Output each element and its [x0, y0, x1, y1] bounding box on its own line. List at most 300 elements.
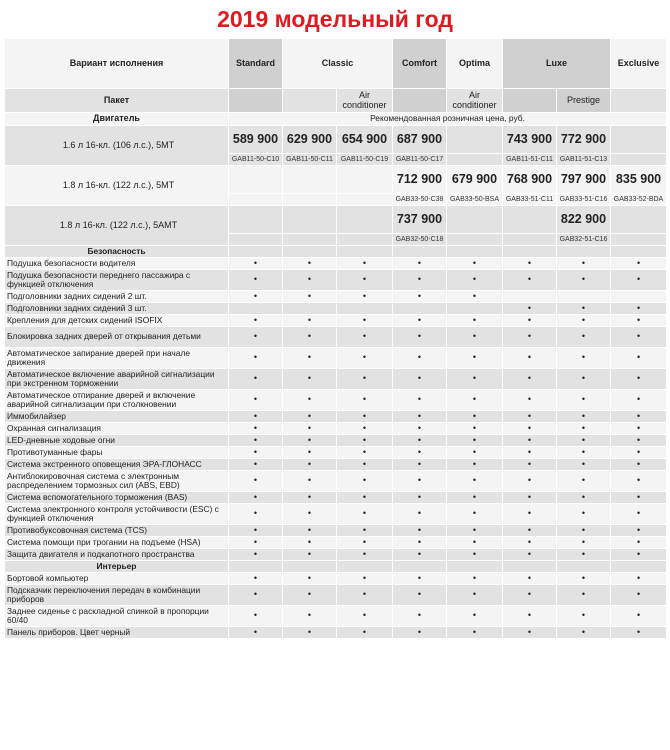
feature-mark: • — [557, 270, 611, 291]
table-row — [5, 435, 667, 447]
package-cell: Air conditioner — [337, 89, 393, 113]
section-spacer — [229, 246, 283, 258]
feature-mark: • — [611, 471, 667, 492]
feature-mark: • — [283, 369, 337, 390]
feature-mark — [611, 291, 667, 303]
feature-mark: • — [503, 525, 557, 537]
feature-mark: • — [229, 573, 283, 585]
feature-mark: • — [393, 549, 447, 561]
table-row — [5, 390, 667, 411]
feature-mark: • — [229, 348, 283, 369]
feature-mark: • — [503, 411, 557, 423]
table-row — [5, 537, 667, 549]
feature-mark: • — [229, 627, 283, 639]
recommended-price-label: Рекомендованная розничная цена, руб. — [229, 113, 667, 126]
model-code-cell: GAB33-52-BDA — [611, 194, 667, 206]
feature-mark: • — [229, 423, 283, 435]
feature-mark: • — [393, 504, 447, 525]
model-code-cell — [337, 234, 393, 246]
feature-mark: • — [611, 390, 667, 411]
feature-mark: • — [503, 258, 557, 270]
feature-mark: • — [337, 585, 393, 606]
feature-mark: • — [337, 606, 393, 627]
table-row — [5, 126, 667, 154]
feature-mark: • — [283, 585, 337, 606]
feature-mark: • — [229, 459, 283, 471]
feature-mark: • — [337, 471, 393, 492]
feature-mark: • — [229, 291, 283, 303]
section-spacer — [229, 561, 283, 573]
engine-name: 1.6 л 16-кл. (106 л.с.), 5МТ — [5, 126, 229, 166]
feature-mark: • — [611, 537, 667, 549]
feature-mark: • — [557, 585, 611, 606]
feature-mark: • — [503, 471, 557, 492]
table-row — [5, 258, 667, 270]
package-cell — [393, 89, 447, 113]
feature-mark: • — [337, 327, 393, 348]
table-row — [5, 303, 667, 315]
feature-mark — [503, 291, 557, 303]
feature-mark: • — [611, 492, 667, 504]
feature-mark: • — [447, 585, 503, 606]
feature-mark: • — [283, 525, 337, 537]
feature-mark: • — [393, 471, 447, 492]
feature-mark: • — [283, 549, 337, 561]
feature-mark: • — [611, 258, 667, 270]
feature-mark: • — [283, 447, 337, 459]
section-spacer — [503, 246, 557, 258]
model-code-cell — [611, 154, 667, 166]
feature-mark: • — [447, 549, 503, 561]
feature-mark: • — [393, 435, 447, 447]
feature-mark: • — [557, 606, 611, 627]
package-label: Пакет — [5, 89, 229, 113]
feature-mark: • — [611, 411, 667, 423]
feature-mark: • — [337, 525, 393, 537]
feature-mark: • — [611, 504, 667, 525]
feature-mark: • — [283, 270, 337, 291]
feature-mark: • — [447, 315, 503, 327]
model-code-cell: GAB33-50-BSA — [447, 194, 503, 206]
table-row — [5, 270, 667, 291]
feature-mark: • — [557, 303, 611, 315]
feature-mark: • — [283, 573, 337, 585]
price-cell — [447, 126, 503, 154]
model-code-cell: GAB11-51-C11 — [503, 154, 557, 166]
feature-mark: • — [447, 573, 503, 585]
feature-mark: • — [447, 411, 503, 423]
feature-mark: • — [229, 390, 283, 411]
table-row — [5, 573, 667, 585]
feature-mark: • — [611, 573, 667, 585]
engine-label: Двигатель — [5, 113, 229, 126]
feature-mark: • — [447, 525, 503, 537]
feature-mark: • — [337, 423, 393, 435]
feature-mark: • — [503, 492, 557, 504]
price-cell: 743 900 — [503, 126, 557, 154]
model-code-cell: GAB11-50-C10 — [229, 154, 283, 166]
feature-mark: • — [557, 525, 611, 537]
feature-mark: • — [337, 627, 393, 639]
model-code-cell — [229, 194, 283, 206]
price-cell: 589 900 — [229, 126, 283, 154]
price-cell: 835 900 — [611, 166, 667, 194]
price-cell: 797 900 — [557, 166, 611, 194]
feature-mark — [337, 303, 393, 315]
model-code-cell: GAB32-51-C16 — [557, 234, 611, 246]
feature-mark: • — [283, 411, 337, 423]
feature-mark: • — [557, 435, 611, 447]
feature-mark: • — [337, 492, 393, 504]
feature-mark: • — [393, 606, 447, 627]
feature-mark: • — [393, 573, 447, 585]
section-spacer — [283, 246, 337, 258]
table-row — [5, 549, 667, 561]
feature-label: Подушка безопасности переднего пассажира с функцией отключения — [5, 270, 229, 291]
model-code-cell — [503, 234, 557, 246]
model-code-cell: GAB33-50-C38 — [393, 194, 447, 206]
feature-label: Крепления для детских сидений ISOFIX — [5, 315, 229, 327]
feature-mark: • — [557, 411, 611, 423]
feature-mark: • — [611, 627, 667, 639]
model-code-cell: GAB33-51-C16 — [557, 194, 611, 206]
feature-mark: • — [557, 315, 611, 327]
feature-mark: • — [447, 369, 503, 390]
feature-mark: • — [229, 315, 283, 327]
feature-label: Система экстренного оповещения ЭРА-ГЛОНАСС — [5, 459, 229, 471]
feature-mark: • — [503, 573, 557, 585]
engine-name: 1.8 л 16-кл. (122 л.с.), 5МТ — [5, 166, 229, 206]
feature-mark: • — [229, 435, 283, 447]
table-row — [5, 525, 667, 537]
feature-mark: • — [503, 447, 557, 459]
model-code-cell: GAB11-51-C13 — [557, 154, 611, 166]
feature-mark: • — [503, 504, 557, 525]
feature-mark: • — [557, 390, 611, 411]
feature-mark: • — [447, 423, 503, 435]
feature-mark: • — [229, 471, 283, 492]
model-code-cell: GAB11-50-C11 — [283, 154, 337, 166]
feature-label: Панель приборов. Цвет черный — [5, 627, 229, 639]
feature-label: Противобуксовочная система (TCS) — [5, 525, 229, 537]
feature-mark: • — [503, 537, 557, 549]
feature-mark: • — [229, 270, 283, 291]
feature-mark: • — [447, 606, 503, 627]
model-code-cell: GAB11-50-C17 — [393, 154, 447, 166]
feature-mark: • — [337, 549, 393, 561]
feature-mark: • — [283, 471, 337, 492]
table-row — [5, 89, 667, 113]
model-code-cell: GAB33-51-C11 — [503, 194, 557, 206]
feature-mark: • — [283, 327, 337, 348]
model-code-cell — [611, 234, 667, 246]
feature-mark: • — [503, 270, 557, 291]
feature-mark: • — [229, 492, 283, 504]
feature-mark: • — [229, 537, 283, 549]
model-code-cell — [447, 154, 503, 166]
table-row — [5, 369, 667, 390]
feature-mark: • — [337, 435, 393, 447]
feature-mark: • — [557, 258, 611, 270]
feature-mark: • — [229, 411, 283, 423]
feature-mark: • — [557, 348, 611, 369]
trim-header: Classic — [283, 39, 393, 89]
feature-mark: • — [557, 471, 611, 492]
feature-mark: • — [503, 390, 557, 411]
feature-label: Бортовой компьютер — [5, 573, 229, 585]
section-spacer — [611, 246, 667, 258]
feature-label: Автоматическое запирание дверей при начале движения — [5, 348, 229, 369]
table-row — [5, 585, 667, 606]
feature-mark: • — [393, 258, 447, 270]
feature-mark: • — [611, 525, 667, 537]
price-cell — [283, 206, 337, 234]
table-row — [5, 113, 667, 126]
table-row — [5, 423, 667, 435]
feature-label: Подголовники задних сидений 3 шт. — [5, 303, 229, 315]
feature-mark: • — [611, 435, 667, 447]
model-code-cell: GAB32-50-C18 — [393, 234, 447, 246]
feature-mark: • — [503, 303, 557, 315]
model-code-cell — [283, 194, 337, 206]
feature-mark: • — [503, 627, 557, 639]
feature-label: LED-дневные ходовые огни — [5, 435, 229, 447]
feature-mark: • — [337, 447, 393, 459]
feature-mark: • — [283, 435, 337, 447]
price-cell: 687 900 — [393, 126, 447, 154]
feature-mark: • — [557, 573, 611, 585]
feature-mark: • — [557, 447, 611, 459]
model-code-cell — [447, 234, 503, 246]
feature-mark: • — [503, 459, 557, 471]
feature-mark: • — [447, 390, 503, 411]
feature-label: Защита двигателя и подкапотного пространства — [5, 549, 229, 561]
feature-mark: • — [393, 585, 447, 606]
table-row — [5, 471, 667, 492]
section-spacer — [337, 561, 393, 573]
table-row — [5, 627, 667, 639]
feature-mark: • — [447, 258, 503, 270]
feature-mark: • — [229, 549, 283, 561]
package-cell — [283, 89, 337, 113]
feature-mark: • — [611, 303, 667, 315]
feature-mark: • — [557, 459, 611, 471]
price-cell — [229, 206, 283, 234]
feature-mark: • — [393, 525, 447, 537]
price-cell: 679 900 — [447, 166, 503, 194]
table-row — [5, 459, 667, 471]
table-row — [5, 561, 667, 573]
table-row — [5, 315, 667, 327]
section-spacer — [503, 561, 557, 573]
feature-mark: • — [337, 411, 393, 423]
table-row — [5, 492, 667, 504]
feature-mark: • — [393, 492, 447, 504]
engine-name: 1.8 л 16-кл. (122 л.с.), 5АМТ — [5, 206, 229, 246]
feature-mark: • — [393, 537, 447, 549]
feature-label: Блокировка задних дверей от открывания детьми — [5, 327, 229, 348]
model-code-cell — [283, 234, 337, 246]
feature-mark: • — [337, 348, 393, 369]
price-cell: 712 900 — [393, 166, 447, 194]
feature-label: Система электронного контроля устойчивости (ESC) с функцией отключения — [5, 504, 229, 525]
feature-mark: • — [283, 315, 337, 327]
trim-header: Comfort — [393, 39, 447, 89]
feature-mark: • — [503, 327, 557, 348]
feature-mark: • — [337, 537, 393, 549]
feature-mark: • — [283, 348, 337, 369]
price-cell — [611, 206, 667, 234]
feature-mark: • — [229, 606, 283, 627]
feature-mark: • — [611, 459, 667, 471]
feature-mark: • — [503, 606, 557, 627]
table-row — [5, 39, 667, 89]
feature-mark: • — [503, 369, 557, 390]
price-cell — [283, 166, 337, 194]
feature-label: Автоматическое отпирание дверей и включение аварийной сигнализации при столкновении — [5, 390, 229, 411]
feature-mark: • — [557, 327, 611, 348]
feature-mark: • — [611, 369, 667, 390]
feature-mark: • — [393, 411, 447, 423]
feature-mark: • — [337, 459, 393, 471]
section-spacer — [337, 246, 393, 258]
feature-mark: • — [283, 627, 337, 639]
feature-mark: • — [393, 369, 447, 390]
price-cell — [337, 206, 393, 234]
feature-mark: • — [393, 327, 447, 348]
feature-mark: • — [447, 627, 503, 639]
feature-mark: • — [611, 447, 667, 459]
section-title: Безопасность — [5, 246, 229, 258]
feature-mark: • — [229, 447, 283, 459]
feature-mark: • — [503, 549, 557, 561]
table-row — [5, 206, 667, 234]
feature-mark: • — [393, 390, 447, 411]
model-code-cell: GAB11-50-C19 — [337, 154, 393, 166]
feature-mark: • — [393, 315, 447, 327]
feature-label: Подголовники задних сидений 2 шт. — [5, 291, 229, 303]
section-spacer — [393, 246, 447, 258]
price-cell — [337, 166, 393, 194]
trim-header: Standard — [229, 39, 283, 89]
package-cell: Air conditioner — [447, 89, 503, 113]
feature-mark: • — [393, 270, 447, 291]
feature-mark: • — [503, 315, 557, 327]
feature-mark: • — [447, 492, 503, 504]
feature-mark: • — [337, 315, 393, 327]
table-row — [5, 246, 667, 258]
feature-mark: • — [393, 348, 447, 369]
feature-mark: • — [611, 585, 667, 606]
table-row — [5, 504, 667, 525]
feature-mark: • — [337, 369, 393, 390]
feature-mark: • — [611, 315, 667, 327]
feature-mark: • — [283, 459, 337, 471]
feature-mark: • — [557, 492, 611, 504]
feature-mark: • — [229, 525, 283, 537]
feature-label: Иммобилайзер — [5, 411, 229, 423]
feature-mark: • — [557, 549, 611, 561]
table-row — [5, 166, 667, 194]
package-cell — [611, 89, 667, 113]
section-spacer — [283, 561, 337, 573]
feature-mark: • — [337, 291, 393, 303]
package-cell — [229, 89, 283, 113]
table-row — [5, 447, 667, 459]
feature-mark: • — [229, 585, 283, 606]
feature-mark: • — [229, 258, 283, 270]
feature-mark: • — [557, 423, 611, 435]
feature-mark — [447, 303, 503, 315]
feature-mark: • — [557, 369, 611, 390]
feature-mark: • — [283, 291, 337, 303]
feature-mark: • — [557, 537, 611, 549]
feature-label: Заднее сиденье с раскладной спинкой в пропорции 60/40 — [5, 606, 229, 627]
table-row — [5, 348, 667, 369]
feature-mark: • — [337, 258, 393, 270]
table-row — [5, 327, 667, 348]
feature-mark: • — [337, 504, 393, 525]
section-spacer — [611, 561, 667, 573]
price-cell — [447, 206, 503, 234]
feature-mark: • — [447, 327, 503, 348]
feature-mark: • — [503, 348, 557, 369]
feature-mark: • — [447, 459, 503, 471]
feature-mark: • — [229, 369, 283, 390]
feature-mark: • — [447, 537, 503, 549]
feature-mark: • — [611, 549, 667, 561]
feature-mark: • — [611, 270, 667, 291]
feature-mark: • — [393, 291, 447, 303]
variant-label: Вариант исполнения — [5, 39, 229, 89]
page-title: 2019 модельный год — [217, 6, 453, 32]
feature-mark: • — [337, 573, 393, 585]
trim-header: Optima — [447, 39, 503, 89]
price-cell: 629 900 — [283, 126, 337, 154]
price-cell — [611, 126, 667, 154]
feature-mark: • — [503, 423, 557, 435]
feature-mark: • — [337, 270, 393, 291]
price-cell: 768 900 — [503, 166, 557, 194]
feature-mark: • — [611, 327, 667, 348]
feature-mark: • — [503, 585, 557, 606]
feature-mark: • — [557, 504, 611, 525]
table-row — [5, 411, 667, 423]
price-cell: 822 900 — [557, 206, 611, 234]
table-row — [5, 291, 667, 303]
trim-header: Luxe — [503, 39, 611, 89]
feature-mark: • — [283, 423, 337, 435]
feature-mark: • — [447, 471, 503, 492]
feature-mark: • — [229, 504, 283, 525]
feature-mark: • — [283, 492, 337, 504]
price-cell: 654 900 — [337, 126, 393, 154]
feature-mark — [229, 303, 283, 315]
price-cell: 772 900 — [557, 126, 611, 154]
section-spacer — [557, 561, 611, 573]
section-spacer — [447, 246, 503, 258]
price-cell: 737 900 — [393, 206, 447, 234]
feature-mark: • — [447, 348, 503, 369]
feature-mark: • — [283, 258, 337, 270]
feature-mark: • — [393, 627, 447, 639]
feature-label: Охранная сигнализация — [5, 423, 229, 435]
model-code-cell — [337, 194, 393, 206]
feature-mark: • — [447, 270, 503, 291]
feature-mark: • — [447, 447, 503, 459]
price-cell — [503, 206, 557, 234]
feature-mark — [393, 303, 447, 315]
